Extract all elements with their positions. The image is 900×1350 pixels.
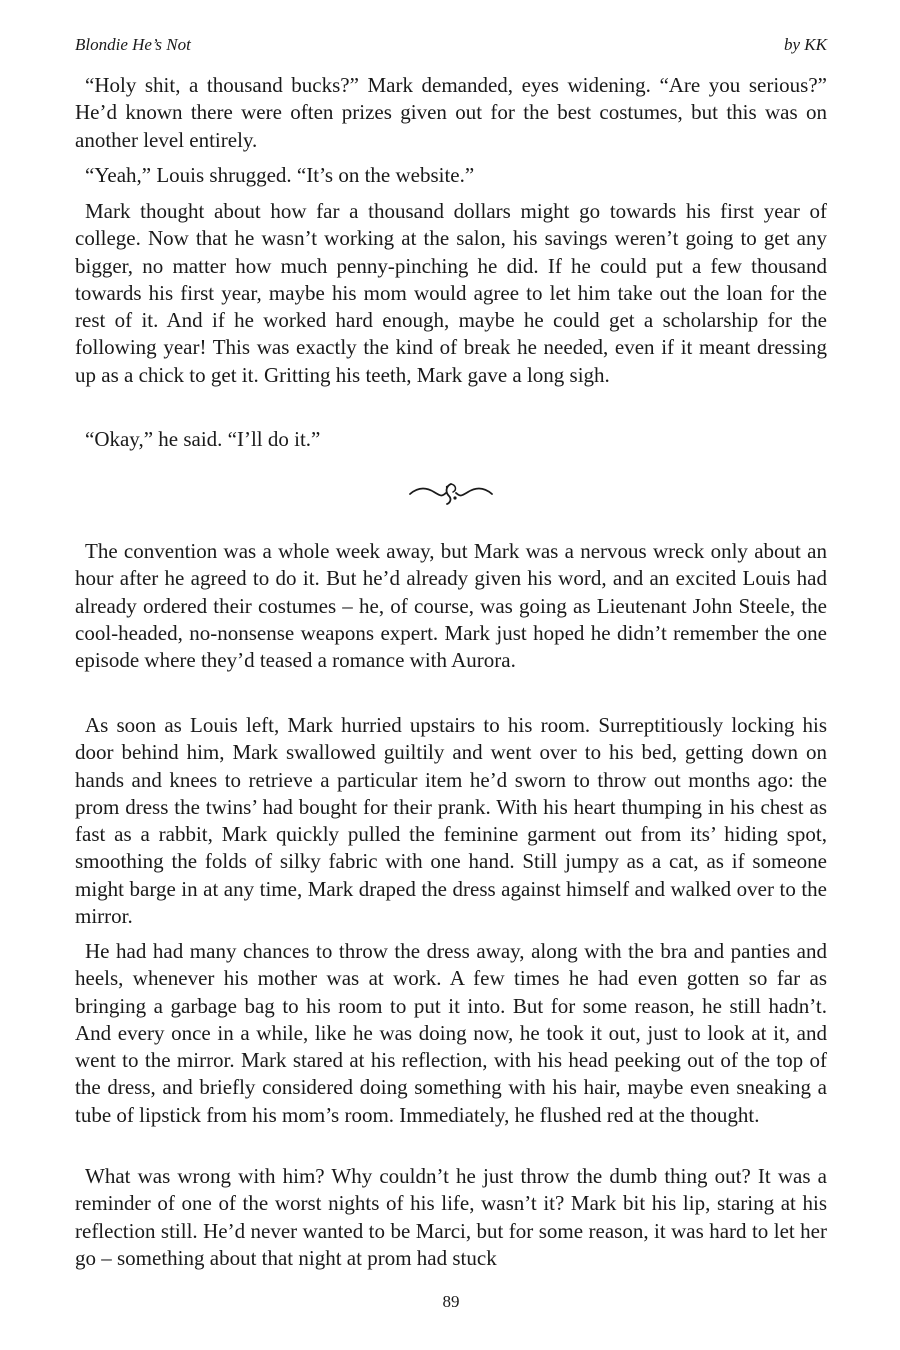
paragraph-2	[75, 162, 827, 189]
running-head-title: Blondie He’s Not	[75, 35, 191, 54]
paragraph-text: He had had many chances to throw the dress away, along with the bra and panties and heels, whenever his mother was at work. A few times he had even gotten so far as bringing a garbage bag to his room to put it into. But for some reason, he still hadn’t. And every once in a while, like he was doing now, he took it out, just to look at it, and went to the mirror. Mark stared at his reflection, with his head peeking out of the top of the dress, and briefly considered doing something with his hair, maybe even sneaking a tube of lipstick from his mom’s room. Immediately, he flushed red at the thought.	[75, 939, 827, 1127]
paragraph-8	[75, 1163, 827, 1272]
running-head-author: by KK	[784, 35, 827, 54]
paragraph-text: “Okay,” he said. “I’ll do it.”	[85, 427, 321, 451]
paragraph-text: As soon as Louis left, Mark hurried upstairs to his room. Surreptitiously locking his door behind him, Mark swallowed guiltily and went over to his bed, getting down on hands and knees to retrieve a particular item he’d sworn to throw out months ago: the prom dress the twins’ had bought for their prank. With his heart thumping in his chest as fast as a rabbit, Mark quickly pulled the feminine garment out from its’ hiding spot, smoothing the folds of silky fabric with one hand. Still jumpy as a cat, as if someone might barge in at any time, Mark draped the dress against himself and walked over to the mirror.	[75, 713, 827, 929]
page-number: 89	[442, 1292, 460, 1311]
flourish-ornament-icon	[406, 478, 496, 508]
paragraph-7	[75, 938, 827, 1129]
section-break-ornament	[75, 478, 827, 508]
paragraph-5	[75, 538, 827, 674]
paragraph-text: “Yeah,” Louis shrugged. “It’s on the website.”	[85, 163, 475, 187]
paragraph-1	[75, 72, 827, 154]
book-page	[75, 0, 827, 1350]
paragraph-text: “Holy shit, a thousand bucks?” Mark demanded, eyes widening. “Are you serious?” He’d known there were often prizes given out for the best costumes, but this was on another level entirely.	[75, 73, 827, 152]
paragraph-text: Mark thought about how far a thousand dollars might go towards his first year of college. Now that he wasn’t working at the salon, his savings weren’t going to get any bigger, no matter how much penny-pinching he did. If he could put a few thousand towards his first year, maybe his mom would agree to let him take out the loan for the rest of it. And if he worked hard enough, maybe he could get a scholarship for the following year! This was exactly the kind of break he needed, even if it meant dressing up as a chick to get it. Gritting his teeth, Mark gave a long sigh.	[75, 199, 827, 387]
paragraph-3	[75, 198, 827, 389]
paragraph-6	[75, 712, 827, 930]
paragraph-text: The convention was a whole week away, but Mark was a nervous wreck only about an hour after he agreed to do it. But he’d already given his word, and an excited Louis had already ordered their costumes – he, of course, was going as Lieutenant John Steele, the cool-headed, no-nonsense weapons expert. Mark just hoped he didn’t remember the one episode where they’d teased a romance with Aurora.	[75, 539, 827, 673]
paragraph-4	[75, 426, 827, 453]
paragraph-text: What was wrong with him? Why couldn’t he just throw the dumb thing out? It was a reminder of one of the worst nights of his life, wasn’t it? Mark bit his lip, staring at his reflection still. He’d never wanted to be Marci, but for some reason, it was hard to let her go – something about that night at prom had stuck	[75, 1164, 827, 1270]
